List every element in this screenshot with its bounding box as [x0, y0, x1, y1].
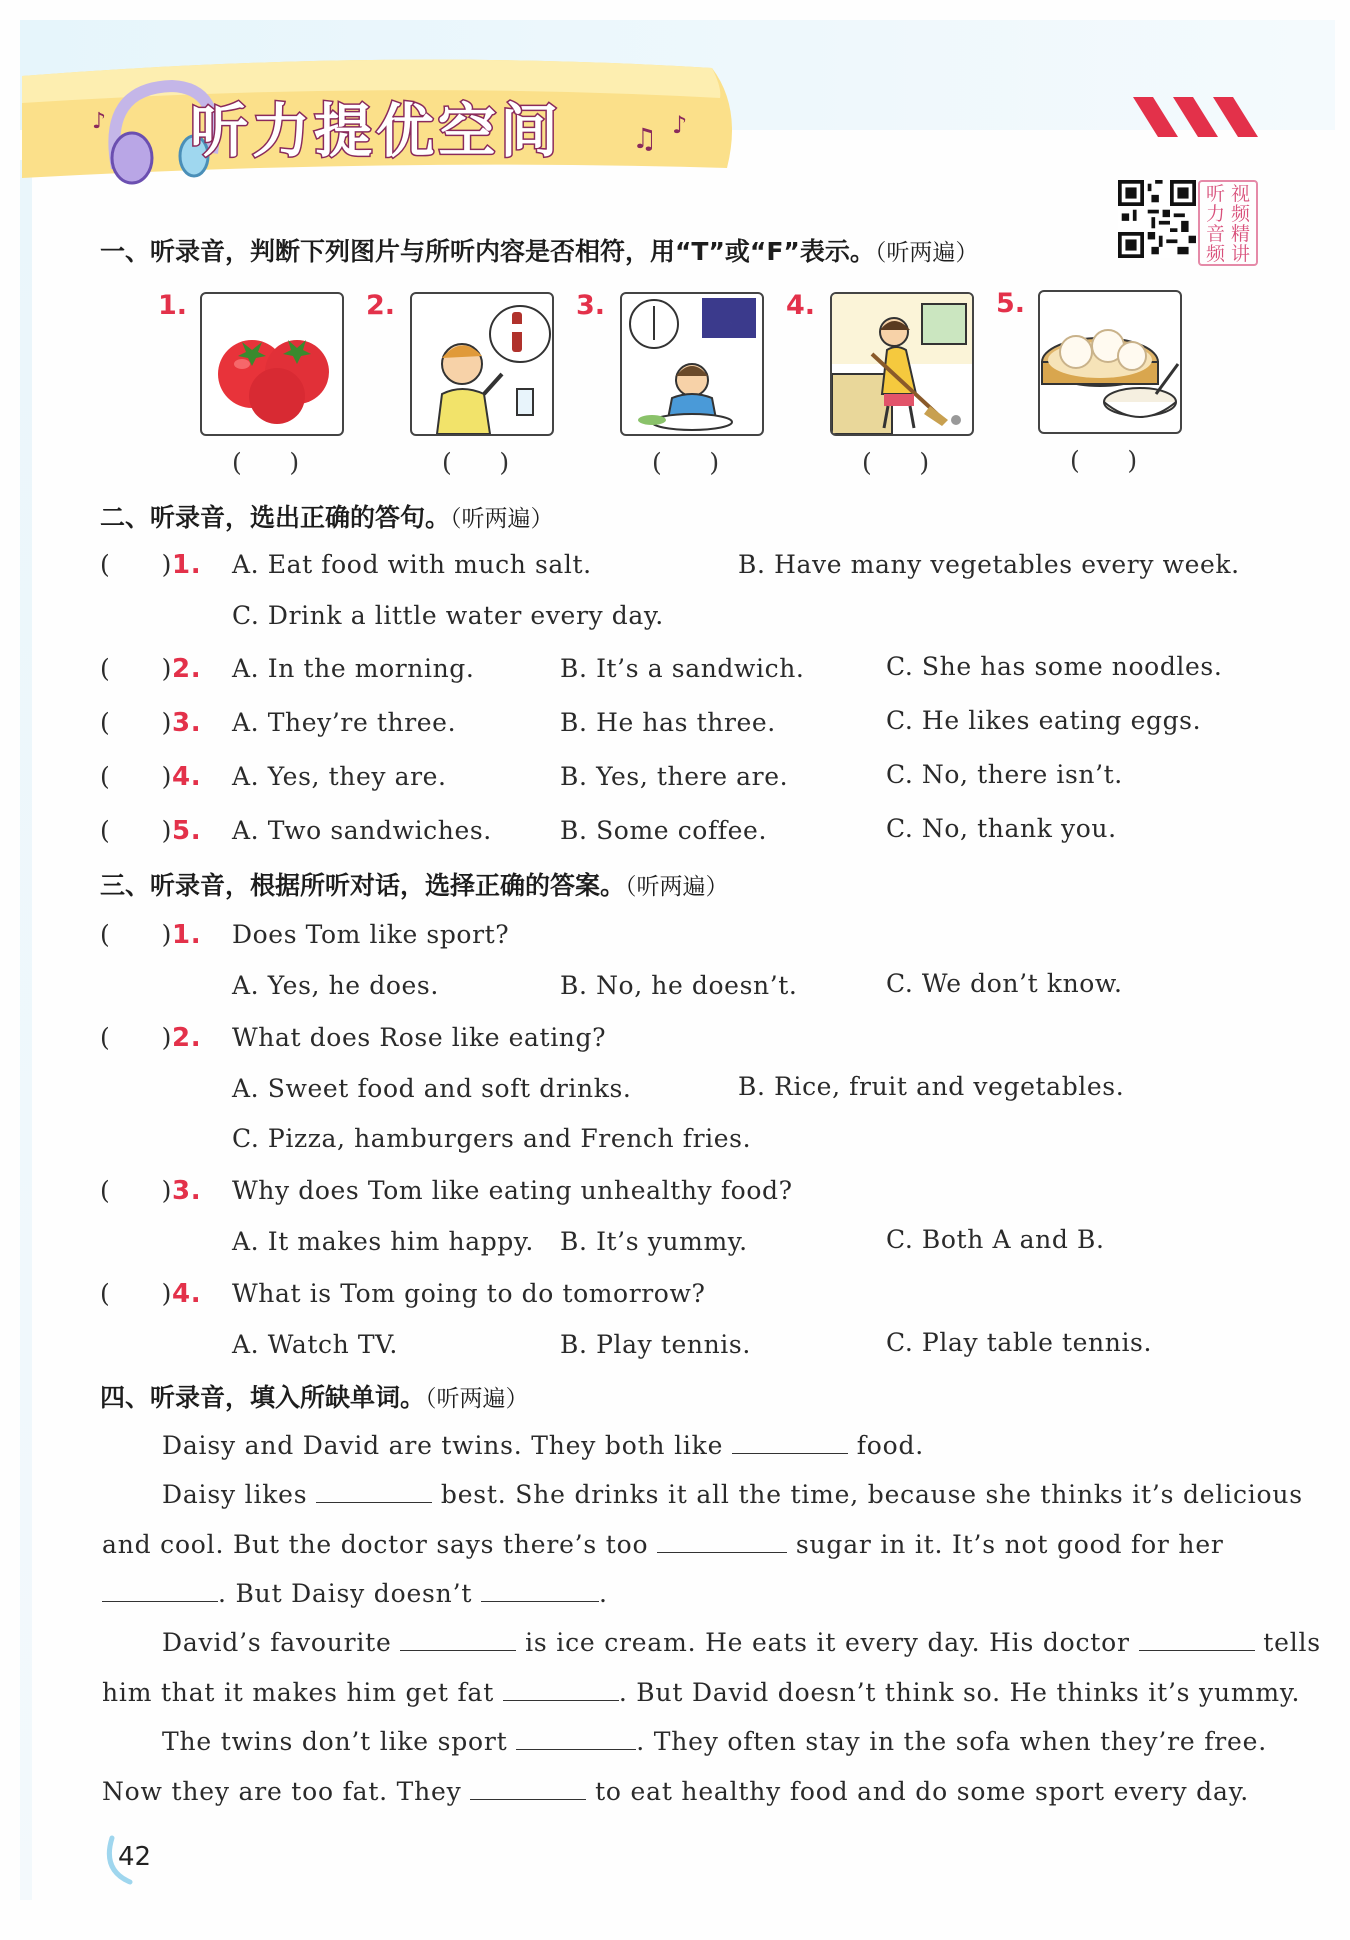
question-text: What is Tom going to do tomorrow? — [232, 1279, 706, 1308]
answer-bracket[interactable]: ( ) — [100, 1023, 172, 1052]
blank-input[interactable] — [102, 1576, 218, 1602]
passage-text: to eat healthy food and do some sport every day. — [586, 1777, 1250, 1806]
question-number: 1. — [172, 920, 202, 950]
picture-1 — [200, 292, 344, 436]
qr-label-char: 精 — [1230, 223, 1250, 245]
section3-heading — [100, 866, 729, 902]
answer-bracket[interactable]: ( ) — [100, 708, 172, 737]
option-a: A. Two sandwiches. — [232, 816, 492, 845]
blank-input[interactable] — [470, 1774, 586, 1800]
passage-line — [162, 1724, 1267, 1756]
passage-line — [102, 1576, 608, 1608]
option-a: A. In the morning. — [232, 654, 475, 683]
left-background-strip — [20, 160, 32, 1900]
blank-input[interactable] — [400, 1625, 516, 1651]
option-c: C. No, there isn’t. — [886, 760, 1123, 789]
picture-4 — [830, 292, 974, 436]
option-a: A. Yes, they are. — [232, 762, 447, 791]
section2-q4 — [100, 762, 201, 792]
qr-label — [1198, 180, 1258, 266]
passage-text: Daisy likes — [162, 1480, 317, 1509]
passage-text: David’s favourite — [162, 1628, 401, 1657]
boy-refusing-drink-icon — [412, 294, 552, 434]
answer-bracket[interactable]: ( ) — [232, 448, 300, 477]
section3-q3 — [100, 1176, 201, 1206]
red-slashes-decoration — [1128, 92, 1258, 142]
option-c: C. Pizza, hamburgers and French fries. — [232, 1124, 752, 1153]
girl-sweeping-icon — [832, 294, 972, 434]
section4-heading — [100, 1378, 529, 1414]
section3-heading-text: 三、听录音，根据所听对话，选择正确的答案。 — [100, 871, 626, 900]
section4-heading-text: 四、听录音，填入所缺单词。 — [100, 1383, 426, 1412]
question-text: Why does Tom like eating unhealthy food? — [232, 1176, 793, 1205]
passage-line — [102, 1675, 1300, 1707]
question-number: 1. — [172, 550, 202, 580]
answer-bracket[interactable]: ( ) — [100, 654, 172, 683]
option-b: B. It’s yummy. — [560, 1227, 748, 1256]
section1-heading — [100, 232, 978, 268]
qr-label-char: 听 — [1205, 183, 1225, 205]
passage-text: him that it makes him get fat — [102, 1678, 503, 1707]
answer-bracket[interactable]: ( ) — [100, 816, 172, 845]
option-b: B. It’s a sandwich. — [560, 654, 805, 683]
svg-text:♪: ♪ — [672, 111, 688, 139]
answer-bracket[interactable]: ( ) — [100, 920, 172, 949]
option-c: C. She has some noodles. — [886, 652, 1223, 681]
answer-bracket[interactable]: ( ) — [100, 762, 172, 791]
passage-line — [162, 1477, 1303, 1509]
option-b: B. Play tennis. — [560, 1330, 751, 1359]
passage-text: food. — [847, 1431, 925, 1460]
section3-q1 — [100, 920, 201, 950]
section2-heading — [100, 498, 554, 534]
blank-input[interactable] — [732, 1428, 848, 1454]
passage-line — [162, 1625, 1321, 1657]
option-a: A. They’re three. — [232, 708, 457, 737]
section3-q4 — [100, 1279, 201, 1309]
section2-q3 — [100, 708, 201, 738]
passage-line — [102, 1774, 1249, 1806]
passage-text: and cool. But the doctor says there’s too — [102, 1530, 658, 1559]
answer-bracket[interactable]: ( ) — [100, 550, 172, 579]
question-number: 2. — [172, 1023, 202, 1053]
section4-note: （听两遍） — [425, 1386, 529, 1412]
steamed-buns-porridge-icon — [1040, 292, 1180, 432]
option-a: A. Sweet food and soft drinks. — [232, 1074, 632, 1103]
option-a: A. Eat food with much salt. — [232, 550, 592, 579]
passage-text: best. She drinks it all the time, because she thinks it’s delicious — [432, 1480, 1303, 1509]
passage-text: Now they are too fat. They — [102, 1777, 471, 1806]
section2-heading-text: 二、听录音，选出正确的答句。 — [100, 503, 451, 532]
option-c: C. He likes eating eggs. — [886, 706, 1202, 735]
picture-number: 4. — [786, 290, 816, 321]
picture-2 — [410, 292, 554, 436]
option-a: A. Watch TV. — [232, 1330, 398, 1359]
answer-bracket[interactable]: ( ) — [100, 1279, 172, 1308]
picture-number: 3. — [576, 290, 606, 321]
option-c: C. Drink a little water every day. — [232, 601, 664, 630]
passage-text: . But Daisy doesn’t — [218, 1579, 481, 1608]
qr-code-icon[interactable] — [1118, 180, 1196, 258]
answer-bracket[interactable]: ( ) — [100, 1176, 172, 1205]
qr-label-char: 音 — [1205, 223, 1225, 245]
option-b: B. No, he doesn’t. — [560, 971, 798, 1000]
answer-bracket[interactable]: ( ) — [652, 448, 720, 477]
blank-input[interactable] — [1139, 1625, 1255, 1651]
question-number: 4. — [172, 1279, 202, 1309]
option-b: B. Some coffee. — [560, 816, 767, 845]
section3-note: （听两遍） — [625, 874, 729, 900]
section2-q2 — [100, 654, 201, 684]
option-c: C. Both A and B. — [886, 1225, 1105, 1254]
svg-text:♫: ♫ — [632, 122, 658, 155]
qr-label-char: 讲 — [1230, 243, 1250, 265]
question-number: 3. — [172, 1176, 202, 1206]
tomatoes-icon — [202, 294, 342, 434]
passage-text: is ice cream. He eats it every day. His doctor — [516, 1628, 1139, 1657]
banner-title: 听力提优空间 — [190, 97, 563, 165]
blank-input[interactable] — [516, 1724, 636, 1750]
question-text: Does Tom like sport? — [232, 920, 510, 949]
picture-5 — [1038, 290, 1182, 434]
picture-number: 5. — [996, 288, 1026, 319]
qr-label-char: 频 — [1230, 203, 1250, 225]
answer-bracket[interactable]: ( ) — [862, 448, 930, 477]
option-b: B. He has three. — [560, 708, 776, 737]
passage-line — [162, 1428, 924, 1460]
section2-q5 — [100, 816, 201, 846]
passage-text: . — [598, 1579, 608, 1608]
option-c: C. Play table tennis. — [886, 1328, 1153, 1357]
question-number: 2. — [172, 654, 202, 684]
qr-label-char: 视 — [1230, 183, 1250, 205]
section2-q1 — [100, 550, 201, 580]
section2-note: （听两遍） — [450, 506, 554, 532]
option-a: A. Yes, he does. — [232, 971, 439, 1000]
question-number: 5. — [172, 816, 202, 846]
blank-input[interactable] — [316, 1477, 432, 1503]
option-c: C. We don’t know. — [886, 969, 1123, 998]
option-a: A. It makes him happy. — [232, 1227, 534, 1256]
passage-text: . They often stay in the sofa when they’re free. — [636, 1727, 1267, 1756]
question-text: What does Rose like eating? — [232, 1023, 607, 1052]
passage-text: Daisy and David are twins. They both like — [162, 1431, 732, 1460]
qr-label-char: 力 — [1205, 203, 1225, 225]
blank-input[interactable] — [657, 1527, 787, 1553]
option-b: B. Have many vegetables every week. — [738, 550, 1240, 579]
answer-bracket[interactable]: ( ) — [442, 448, 510, 477]
passage-text: tells — [1254, 1628, 1321, 1657]
blank-input[interactable] — [503, 1675, 619, 1701]
question-number: 4. — [172, 762, 202, 792]
qr-label-char: 频 — [1205, 243, 1225, 265]
option-b: B. Yes, there are. — [560, 762, 789, 791]
blank-input[interactable] — [481, 1576, 599, 1602]
passage-line — [102, 1527, 1224, 1559]
section1-heading-text: 一、听录音，判断下列图片与所听内容是否相符，用“T”或“F”表示。 — [100, 237, 875, 266]
option-c: C. No, thank you. — [886, 814, 1117, 843]
answer-bracket[interactable]: ( ) — [1070, 446, 1138, 475]
question-number: 3. — [172, 708, 202, 738]
picture-3 — [620, 292, 764, 436]
passage-text: . But David doesn’t think so. He thinks it’s yummy. — [618, 1678, 1301, 1707]
passage-text: sugar in it. It’s not good for her — [787, 1530, 1224, 1559]
svg-text:♪: ♪ — [92, 109, 107, 134]
picture-number: 1. — [158, 290, 188, 321]
passage-text: The twins don’t like sport — [162, 1727, 517, 1756]
boy-eating-at-night-icon — [622, 294, 762, 434]
section3-q2 — [100, 1023, 201, 1053]
page-number: 42 — [118, 1842, 152, 1872]
section1-note: （听两遍） — [874, 240, 979, 266]
option-b: B. Rice, fruit and vegetables. — [738, 1072, 1125, 1101]
picture-number: 2. — [366, 290, 396, 321]
